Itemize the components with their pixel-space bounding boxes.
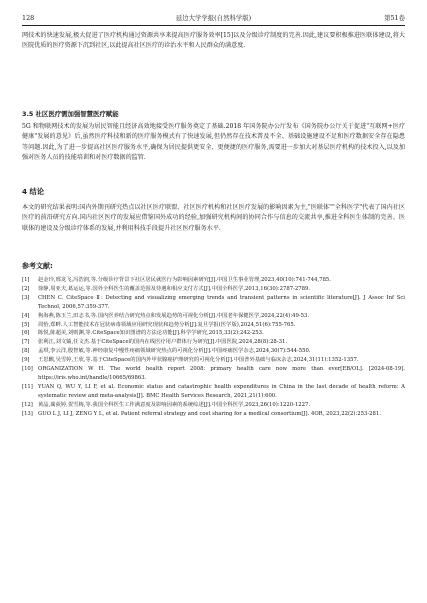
reference-text: 张利江,刘文嫱,任文杰.基于CiteSpace的国内在线医疗用户群体行为研究[J].中国医院,2024,28(8):28-31.: [38, 339, 288, 346]
reference-item: [22, 347, 405, 356]
reference-item: [22, 276, 405, 285]
reference-text: GUO L J, LI J, ZENG Y L, et al. Patient referral strategy and cost sharing for a medical consortium[J]. 4OR, 2023,22(2):253-281.: [38, 410, 381, 417]
section-heading-3-5: 3.5 社区医疗需加强智慧医疗赋能: [22, 110, 119, 118]
reference-number: [7]: [22, 339, 30, 346]
reference-item: [22, 312, 405, 321]
reference-text: 黄晶,蔺荻婷,贺雪梅,等.我国全科医生工作满意度及影响因素的系统综述[J].中国全科医学,2023,26(10):1220-1227.: [38, 401, 311, 408]
reference-list: [22, 276, 405, 419]
volume-label: 第51卷: [384, 14, 405, 22]
paragraph-conclusion: 本文的研究结果表明:国内外期刊研究热点以社区医疗联盟、社区医疗机构和社区医疗发展的影响因素为主,"医联体""全科医学"代表了国内社区医疗的前沿研究方向.国内社区医疗的发展应借鉴国外成功的经验,加强研究机构间的协同合作与信息的交流共享,推进全科医生体制的完善、医联体的建设及分级诊疗体系的发展,并利用科技手段提升社区医疗服务水平.: [22, 204, 405, 232]
reference-item: [22, 294, 405, 312]
reference-item: [22, 401, 405, 410]
reference-text: 陈悦,陈超美,刘则渊,等.CiteSpace知识图谱的方法论功能[J].科学学研究,2015,33(2):242-253.: [38, 330, 264, 337]
paragraph-intro: 网技术的快速发展,极大促进了医疗机构通过资源共享来提高医疗服务效率[15]以及分级诊疗制度的完善.因此,建议要积极推进医联体建设,将大医院优质的医疗资源下沉到社区,以此提高社区医疗的诊治水平和人民群众的满意度.: [22, 32, 405, 50]
reference-item: [22, 383, 405, 401]
reference-number: [9]: [22, 357, 30, 364]
reference-item: [22, 356, 405, 365]
reference-number: [2]: [22, 285, 30, 292]
reference-text: CHEN C. CiteSpace Ⅱ: Detecting and visualizing emerging trends and transient patterns in scientific literature[J]. J Assoc Inf Sci Technol, 2006,57:359-377.: [38, 294, 405, 310]
reference-number: [12]: [22, 401, 33, 408]
reference-text: 王思麒,吴雪婷,王欣,等.基于CiteSpace的国内外甲状腺癌护理研究的可视化分析[J].中国普外基础与临床杂志,2024,31(11):1352-1357.: [38, 357, 359, 364]
reference-number: [13]: [22, 410, 33, 417]
reference-text: YUAN Q, WU Y, LI F, et al. Economic status and catastrophic health expenditures in China in the last decade of health reform: A systematic review and meta-analysis[J]. BMC Health Services Research, 2021,21(1):600.: [38, 383, 405, 399]
reference-number: [4]: [22, 312, 30, 319]
reference-item: [22, 321, 405, 330]
reference-number: [10]: [22, 366, 33, 373]
reference-number: [8]: [22, 348, 30, 355]
reference-number: [3]: [22, 294, 30, 301]
paragraph-smart-medical: 5G 和物联网技术的发展为居民智能且经济高效地接受医疗服务奠定了基础.2018 年国务院办公厅发布《国务院办公厅关于促进"互联网+医疗健康"发展的意见》后,虽然医疗科技和新的医疗服务模式有了快速发展,但仍然存在技术普及不全、基础设施建设不足和医疗数据安全存在隐患等问题.因此,为了进一步提高社区医疗服务水平,确保为居民提供更安全、更便捷的医疗服务,需要进一步加大对基层医疗机构的技术投入,以及加强对医务人员的技能培训和对医疗数据的监管.: [22, 123, 405, 162]
reference-text: 狗海燕,陈玉兰,田志书,等.国内医养结合研究热点和发展趋势的可视化分析[J].中国老年保健医学,2024,22(4):49-53.: [38, 312, 310, 319]
reference-item: [22, 285, 405, 294]
reference-item: [22, 410, 405, 419]
reference-number: [11]: [22, 383, 33, 390]
reference-item: [22, 338, 405, 347]
section-heading-conclusion: 4 结论: [22, 187, 44, 196]
page-header: [22, 11, 405, 26]
reference-number: [6]: [22, 330, 30, 337]
reference-item: [22, 365, 405, 383]
journal-title: 延边大学学报(自然科学版): [175, 14, 252, 22]
reference-text: 徐静,周亚夫,葛运运,等.国外全科医生的覆盖范围及待遇和相应支付方式[J].中国全科医学,2013,16(30):2787-2789.: [38, 285, 311, 292]
reference-text: ORGANIZATION W H. The world health report 2008: primary health care now more than ever[EB/OL]. [2024-08-19]. https://iris.who.int/handle/10665/69863.: [38, 366, 405, 381]
reference-text: 孟琪,李云洋,殷智敏,等.神经康复中慢性疼痛领域研究热点的可视化分析[J].中国疼痛医学杂志,2024,30(7):544-550.: [38, 348, 311, 355]
reference-number: [1]: [22, 277, 30, 283]
reference-number: [5]: [22, 321, 30, 328]
page-number: 128: [22, 14, 35, 22]
reference-text: 赵金玲,邢龙飞,冯浩润,等.分级诊疗背景下社区居民就医行为影响因素研究[J].中国卫生事业管理,2023,40(10):741-744,785.: [38, 277, 331, 283]
references-heading: 参考文献:: [22, 262, 53, 270]
reference-text: 周怡,郑畔.人工智能技术在冠状病毒领域应用研究现状和趋势分析[J].复旦学报(医学版),2024,51(6):755-765.: [38, 321, 296, 328]
reference-item: [22, 329, 405, 338]
